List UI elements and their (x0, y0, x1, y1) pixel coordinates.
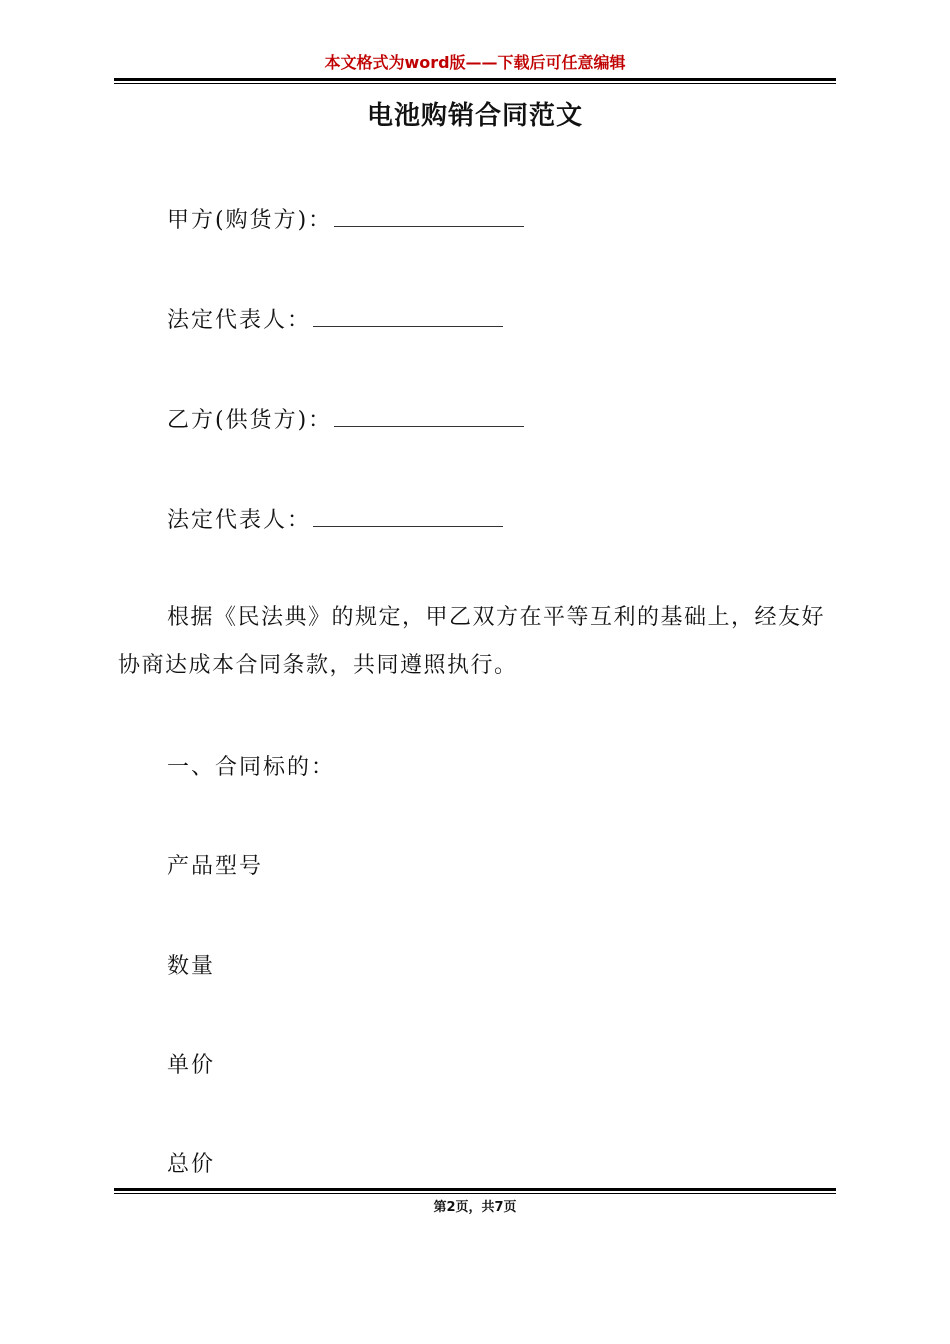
intro-paragraph: 根据《民法典》的规定，甲乙双方在平等互利的基础上，经友好协商达成本合同条款，共同遵照执行。 (118, 605, 826, 678)
section1-heading: 一、合同标的： (167, 755, 336, 780)
page-number: 第2页，共7页 (433, 1200, 517, 1215)
party-a-label: 甲方(购货方)： (167, 208, 333, 233)
document-title: 电池购销合同范文 (366, 101, 583, 131)
party-b-label: 乙方(供货方)： (167, 408, 333, 433)
rep-a-blank[interactable] (313, 304, 503, 327)
party-a-blank[interactable] (334, 204, 524, 227)
rep-b-line (167, 504, 503, 536)
rep-b-label: 法定代表人： (167, 508, 312, 533)
footer-rule-thin (114, 1193, 836, 1194)
item-product-model: 产品型号 (167, 854, 264, 879)
party-a-line (167, 204, 524, 236)
item-unit-price: 单价 (167, 1053, 216, 1078)
item-quantity: 数量 (167, 954, 216, 979)
header-rule-thin (114, 83, 836, 84)
rep-b-blank[interactable] (313, 504, 503, 527)
footer-rule-thick (114, 1188, 836, 1191)
header-rule-thick (114, 78, 836, 81)
party-b-line (167, 404, 524, 436)
rep-a-label: 法定代表人： (167, 308, 312, 333)
item-total-price: 总价 (167, 1152, 216, 1177)
header-note: 本文格式为word版——下载后可任意编辑 (324, 53, 626, 72)
party-b-blank[interactable] (334, 404, 524, 427)
rep-a-line (167, 304, 503, 336)
